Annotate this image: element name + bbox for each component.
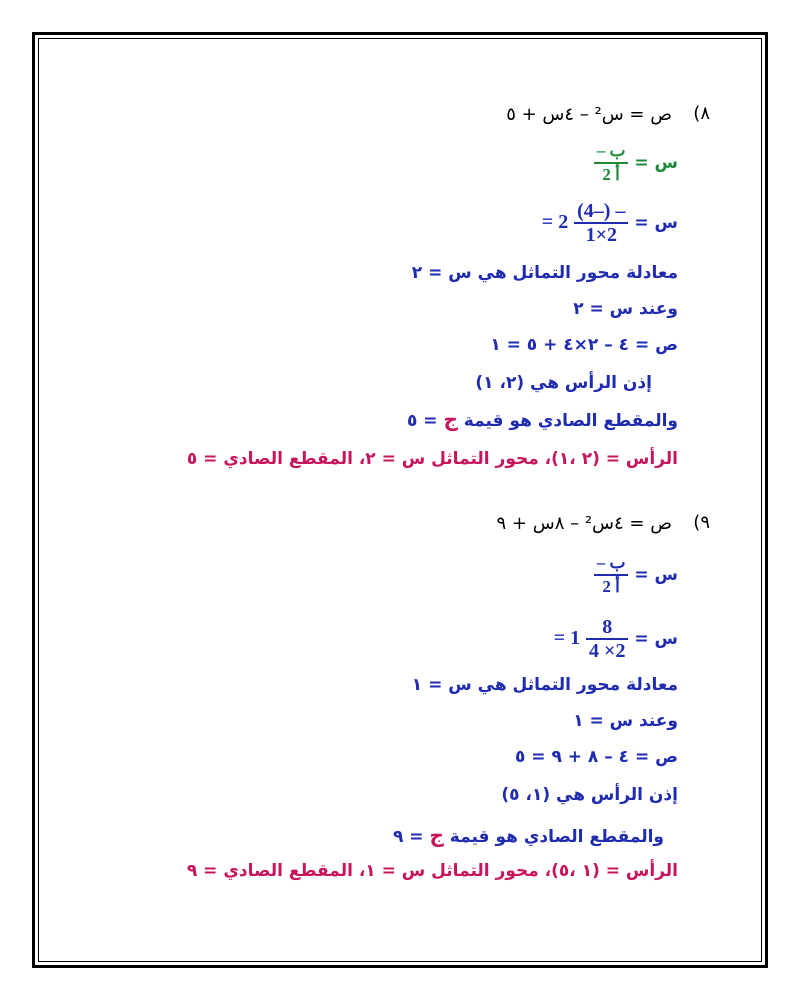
problem-8-vertex: إذن الرأس هي (٢، ١) [475,373,652,393]
problem-9-equation: ص = ٤س² – ٨س + ٩ [496,513,672,534]
problem-9-intercept: والمقطع الصادي هو قيمة ج = ٩ [392,823,664,847]
problem-8-number: ٨) [693,103,710,124]
problem-8-equation: ص = س² – ٤س + ٥ [506,104,672,125]
problem-8-y-calc: ص = ٤ – ٢×٤ + ٥ = ١ [490,335,678,355]
fraction: $\frac{\text{– ب}}{\text{2 أ}}$ [594,552,629,598]
problem-8-summary: الرأس = (٢ ،١)، محور التماثل س = ٢، المقطع الصادي = ٥ [186,449,678,469]
problem-8-when: وعند س = ٢ [573,299,678,319]
problem-9-when: وعند س = ١ [573,711,678,731]
problem-9-y-calc: ص = ٤ – ٨ + ٩ = ٥ [514,747,678,767]
problem-9-vertex: إذن الرأس هي (١، ٥) [501,785,678,805]
problem-9-number: ٩) [693,512,710,533]
problem-8-axis: معادلة محور التماثل هي س = ٢ [411,263,678,283]
problem-9-vertex-formula: س = $\frac{\text{– ب}}{\text{2 أ}}$ [594,552,678,598]
problem-9-summary: الرأس = (١ ،٥)، محور التماثل س = ١، المقطع الصادي = ٩ [186,861,678,881]
fraction: $\frac{8}{4 \times 2}$ [586,616,628,662]
fraction: $\frac{(4-) -}{1\times 2}$ [574,200,628,246]
problem-8-x-calc: س = $\frac{(4-) -}{1\times 2}$ = 2 [541,200,678,246]
problem-9-axis: معادلة محور التماثل هي س = ١ [411,675,678,695]
problem-8-vertex-formula: س = $\frac{\text{– ب}}{\text{2 أ}}$ [594,140,678,186]
fraction: $\frac{\text{– ب}}{\text{2 أ}}$ [594,140,629,186]
problem-9-x-calc: س = $\frac{8}{4 \times 2}$ = 1 [553,616,678,662]
problem-8-intercept: والمقطع الصادي هو قيمة ج = ٥ [406,407,678,431]
